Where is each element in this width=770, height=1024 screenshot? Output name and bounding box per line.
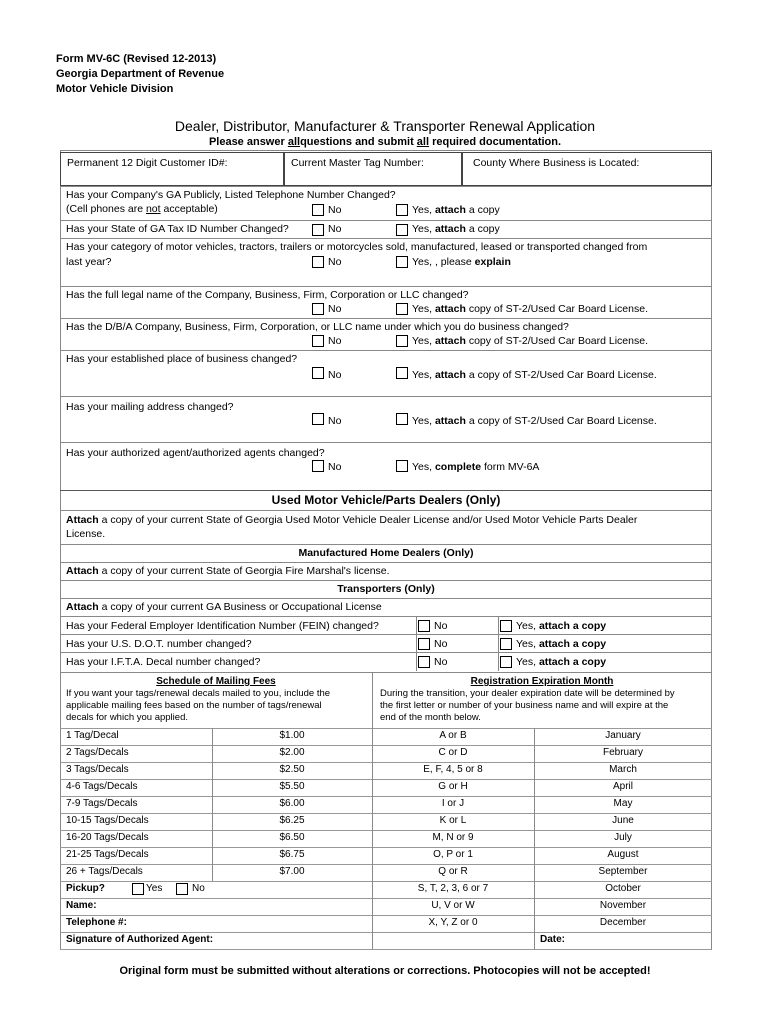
mailing-row (60, 396, 712, 442)
fein-yes-checkbox[interactable] (500, 620, 512, 632)
dot-yes-label (516, 638, 606, 650)
registration-month: June (612, 815, 634, 826)
mailing-fees-desc-line: If you want your tags/renewal decals mailed to you, include the (66, 688, 331, 699)
pickup-yes-checkbox[interactable] (132, 883, 144, 895)
mailing-fee-amount: $6.50 (279, 832, 305, 843)
form-mv6a-text: form MV-6A (481, 461, 540, 473)
a-copy-text: a copy (569, 656, 607, 668)
agent-no-label: No (328, 461, 342, 473)
page-title: Dealer, Distributor, Manufacturer & Transporter Renewal Application (174, 118, 596, 134)
subtitle-part: required documentation. (429, 136, 562, 148)
registration-letters: E, F, 4, 5 or 8 (423, 764, 483, 775)
transporters-row (60, 598, 712, 616)
transporters-heading: Transporters (Only) (337, 583, 435, 595)
place-no-label: No (328, 369, 342, 381)
legal-name-row (60, 286, 712, 320)
registration-desc-line: end of the month below. (380, 712, 481, 723)
attach-text: attach (434, 204, 466, 216)
registration-letters: O, P or 1 (433, 849, 473, 860)
attach-text: attach (538, 620, 570, 632)
customer-id-field[interactable] (60, 152, 284, 186)
registration-letters: G or H (438, 781, 468, 792)
schedules-heading-row (60, 672, 712, 728)
mailing-fee-amount: $5.50 (279, 781, 305, 792)
agent-yes-label (412, 461, 539, 473)
registration-month: January (605, 730, 641, 741)
taxid-no-label: No (328, 223, 342, 235)
registration-letters: S, T, 2, 3, 6 or 7 (417, 883, 489, 894)
category-question-cont: last year? (66, 256, 112, 268)
page-subtitle (0, 136, 770, 148)
taxid-no-checkbox[interactable] (312, 224, 324, 236)
manufactured-text-body: a copy of your current State of Georgia Fire Marshal's license. (98, 565, 390, 577)
place-question: Has your established place of business changed? (66, 353, 298, 365)
mailing-fee-label: 1 Tag/Decal (66, 730, 119, 741)
yes-text: Yes, (412, 335, 435, 347)
registration-desc-line: the first letter or number of your business name and will expire at the (380, 700, 669, 711)
explain-text: explain (474, 256, 511, 268)
mailing-fee-amount: $6.25 (279, 815, 305, 826)
table-row-line (60, 728, 712, 729)
fein-yes-label (516, 620, 606, 632)
mailing-fee-amount: $2.00 (279, 747, 305, 758)
name-label: Name: (66, 900, 97, 911)
mailing-fee-label: 3 Tags/Decals (66, 764, 129, 775)
registration-letters: Q or R (438, 866, 468, 877)
a-copy-text: a copy (465, 223, 500, 235)
legal-name-yes-checkbox[interactable] (396, 303, 408, 315)
table-row-line (60, 881, 712, 882)
attach-text: attach (434, 335, 466, 347)
subtitle-part: Please answer (208, 136, 288, 148)
mailing-fee-label: 2 Tags/Decals (66, 747, 129, 758)
used-dealers-heading: Used Motor Vehicle/Parts Dealers (Only) (271, 493, 501, 507)
manufactured-row (60, 562, 712, 580)
form-header (56, 52, 224, 97)
mailing-fee-amount: $1.00 (279, 730, 305, 741)
dot-yes-checkbox[interactable] (500, 638, 512, 650)
agent-row (60, 442, 712, 488)
phone-note-not: not (145, 203, 161, 215)
transporters-heading-row (60, 580, 712, 598)
yes-text: Yes, (412, 303, 435, 315)
pickup-label: Pickup? (66, 883, 105, 894)
place-yes-label (412, 369, 657, 381)
registration-month: September (598, 866, 648, 877)
attach-text: Attach (66, 514, 99, 526)
ifta-yes-checkbox[interactable] (500, 656, 512, 668)
dot-row (60, 634, 712, 652)
pickup-yes-label: Yes (146, 883, 163, 894)
dba-yes-label (412, 335, 648, 347)
registration-letters: X, Y, Z or 0 (428, 917, 478, 928)
used-dealers-row (60, 510, 712, 544)
category-question-row (60, 238, 712, 286)
registration-letters: I or J (441, 798, 465, 809)
used-dealers-text-1: a copy of your current State of Georgia Used Motor Vehicle Dealer License and/or Used Motor Vehicle Parts Dealer (98, 514, 638, 526)
registration-letters: M, N or 9 (432, 832, 474, 843)
yes-text: Yes, (412, 369, 435, 381)
mailing-fee-label: 7-9 Tags/Decals (66, 798, 138, 809)
agent-question: Has your authorized agent/authorized agents changed? (66, 447, 325, 459)
table-row-line (60, 796, 712, 797)
taxid-yes-label (412, 223, 500, 235)
table-row-line (60, 864, 712, 865)
mailing-yes-label (412, 415, 657, 427)
table-row-line (60, 847, 712, 848)
complete-text: complete (434, 461, 482, 473)
phone-question: Has your Company's GA Publicly, Listed Telephone Number Changed? (66, 189, 396, 201)
subtitle-part: questions and submit (300, 136, 417, 148)
attach-text: Attach (66, 565, 99, 577)
fein-no-label: No (434, 620, 448, 632)
division-name: Motor Vehicle Division (56, 83, 174, 95)
ifta-row (60, 652, 712, 672)
dba-row (60, 318, 712, 350)
phone-note-text: (Cell phones are (66, 203, 146, 215)
column-divider (212, 728, 213, 881)
phone-question-row (60, 186, 712, 220)
attach-text: attach (434, 415, 466, 427)
a-copy-st2-text: a copy of ST-2/Used Car Board License. (465, 369, 657, 381)
copy-st2-text: copy of ST-2/Used Car Board License. (465, 303, 648, 315)
mailing-fee-label: 16-20 Tags/Decals (66, 832, 149, 843)
signature-label: Signature of Authorized Agent: (66, 934, 214, 945)
mailing-fee-label: 4-6 Tags/Decals (66, 781, 138, 792)
mailing-fees-desc (66, 688, 330, 724)
a-copy-text: a copy (465, 204, 500, 216)
dba-no-checkbox[interactable] (312, 335, 324, 347)
telephone-label: Telephone #: (66, 917, 127, 928)
table-row-line (60, 779, 712, 780)
yes-text: Yes, (516, 638, 539, 650)
county-field[interactable] (462, 152, 712, 186)
registration-month: December (599, 917, 647, 928)
table-row-line (60, 949, 712, 950)
yes-text: Yes, (412, 204, 435, 216)
dba-yes-checkbox[interactable] (396, 335, 408, 347)
mailing-fees-desc-line: applicable mailing fees based on the number of tags/renewal (66, 700, 322, 711)
registration-letters: K or L (439, 815, 467, 826)
legal-name-no-label: No (328, 303, 342, 315)
registration-month: July (614, 832, 632, 843)
table-row-line (60, 745, 712, 746)
manufactured-heading-row (60, 544, 712, 562)
mailing-fee-amount: $7.00 (279, 866, 305, 877)
dot-no-checkbox[interactable] (418, 638, 430, 650)
mailing-fees-heading: Schedule of Mailing Fees (156, 676, 276, 687)
legal-name-yes-label (412, 303, 648, 315)
column-divider (534, 728, 535, 949)
mailing-fee-amount: $6.00 (279, 798, 305, 809)
phone-yes-label (412, 204, 500, 216)
legal-name-question: Has the full legal name of the Company, Business, Firm, Corporation or LLC changed? (66, 289, 469, 301)
registration-letters: U, V or W (431, 900, 475, 911)
transporters-text (66, 601, 382, 613)
table-row-line (60, 813, 712, 814)
registration-month: November (599, 900, 647, 911)
table-row-line (60, 762, 712, 763)
registration-month: May (613, 798, 633, 809)
attach-text: Attach (66, 601, 99, 613)
taxid-yes-checkbox[interactable] (396, 224, 408, 236)
registration-month: February (602, 747, 643, 758)
attach-text: attach (538, 656, 570, 668)
attach-text: attach (434, 223, 466, 235)
category-yes-label (412, 256, 511, 268)
customer-id-label: Permanent 12 Digit Customer ID#: (67, 157, 228, 169)
mailing-fee-amount: $6.75 (279, 849, 305, 860)
yes-please-text: Yes, , please (412, 256, 475, 268)
agent-no-checkbox[interactable] (312, 460, 324, 472)
attach-text: attach (434, 303, 466, 315)
fein-question: Has your Federal Employer Identification Number (FEIN) changed? (66, 620, 379, 632)
place-yes-checkbox[interactable] (396, 367, 408, 379)
used-dealers-text-2: License. (66, 528, 106, 540)
manufactured-heading: Manufactured Home Dealers (Only) (298, 547, 474, 559)
phone-no-checkbox[interactable] (312, 204, 324, 216)
mailing-fee-label: 21-25 Tags/Decals (66, 849, 149, 860)
registration-month: April (612, 781, 633, 792)
pickup-no-checkbox[interactable] (176, 883, 188, 895)
mailing-fee-amount: $2.50 (279, 764, 305, 775)
a-copy-text: a copy (569, 638, 607, 650)
department-name: Georgia Department of Revenue (56, 68, 225, 80)
ifta-no-label: No (434, 656, 448, 668)
date-label: Date: (540, 934, 566, 945)
ifta-question: Has your I.F.T.A. Decal number changed? (66, 656, 261, 668)
category-question: Has your category of motor vehicles, tractors, trailers or motorcycles sold, manufactured, leased or transported changed from (66, 241, 648, 253)
yes-text: Yes, (412, 223, 435, 235)
table-row-line (60, 830, 712, 831)
mailing-fee-label: 26 + Tags/Decals (66, 866, 143, 877)
agent-yes-checkbox[interactable] (396, 460, 408, 472)
yes-text: Yes, (516, 656, 539, 668)
table-row-line (60, 915, 712, 916)
phone-note (66, 203, 218, 215)
a-copy-text: a copy (569, 620, 607, 632)
copy-st2-text: copy of ST-2/Used Car Board License. (465, 335, 648, 347)
legal-name-no-checkbox[interactable] (312, 303, 324, 315)
manufactured-text (66, 565, 390, 577)
registration-month: March (609, 764, 637, 775)
place-row (60, 350, 712, 396)
registration-heading: Registration Expiration Month (470, 676, 614, 687)
phone-yes-checkbox[interactable] (396, 204, 408, 216)
fein-no-checkbox[interactable] (418, 620, 430, 632)
registration-month: August (607, 849, 639, 860)
dba-question: Has the D/B/A Company, Business, Firm, Corporation, or LLC name under which you do business changed? (66, 321, 569, 333)
yes-text: Yes, (412, 415, 435, 427)
pickup-no-label: No (192, 883, 205, 894)
registration-month: October (605, 883, 641, 894)
registration-letters: A or B (439, 730, 467, 741)
mailing-yes-checkbox[interactable] (396, 413, 408, 425)
fein-row (60, 616, 712, 634)
attach-text: attach (538, 638, 570, 650)
attach-text: attach (434, 369, 466, 381)
registration-letters: C or D (438, 747, 468, 758)
category-no-label: No (328, 256, 342, 268)
ifta-yes-label (516, 656, 606, 668)
mailing-question: Has your mailing address changed? (66, 401, 234, 413)
used-dealers-heading-row (60, 490, 712, 510)
column-divider (372, 728, 373, 949)
mailing-fee-label: 10-15 Tags/Decals (66, 815, 149, 826)
category-no-checkbox[interactable] (312, 256, 324, 268)
dot-question: Has your U.S. D.O.T. number changed? (66, 638, 252, 650)
footer-notice: Original form must be submitted without alterations or corrections. Photocopies will not be accepted! (119, 965, 651, 977)
yes-text: Yes, (516, 620, 539, 632)
yes-text: Yes, (412, 461, 435, 473)
form-id: Form MV-6C (Revised 12-2013) (56, 53, 217, 65)
taxid-question: Has your State of GA Tax ID Number Changed? (66, 223, 289, 235)
county-label: County Where Business is Located: (473, 157, 640, 169)
place-no-checkbox[interactable] (312, 367, 324, 379)
dba-no-label: No (328, 335, 342, 347)
phone-no-label: No (328, 204, 342, 216)
table-row-line (60, 932, 712, 933)
master-tag-label: Current Master Tag Number: (291, 157, 424, 169)
table-row-line (60, 898, 712, 899)
registration-desc-line: During the transition, your dealer expiration date will be determined by (380, 688, 675, 699)
ifta-no-checkbox[interactable] (418, 656, 430, 668)
subtitle-all: all (416, 136, 430, 148)
mailing-fees-desc-line: decals for which you applied. (66, 712, 188, 723)
transporters-text-body: a copy of your current GA Business or Occupational License (98, 601, 382, 613)
used-dealers-text (66, 514, 637, 526)
mailing-no-checkbox[interactable] (312, 413, 324, 425)
phone-note-text: acceptable) (160, 203, 218, 215)
mailing-no-label: No (328, 415, 342, 427)
subtitle-all: all (287, 136, 301, 148)
registration-desc (380, 688, 675, 724)
master-tag-field[interactable] (284, 152, 462, 186)
a-copy-st2-text: a copy of ST-2/Used Car Board License. (465, 415, 657, 427)
category-yes-checkbox[interactable] (396, 256, 408, 268)
taxid-question-row (60, 220, 712, 238)
dot-no-label: No (434, 638, 448, 650)
